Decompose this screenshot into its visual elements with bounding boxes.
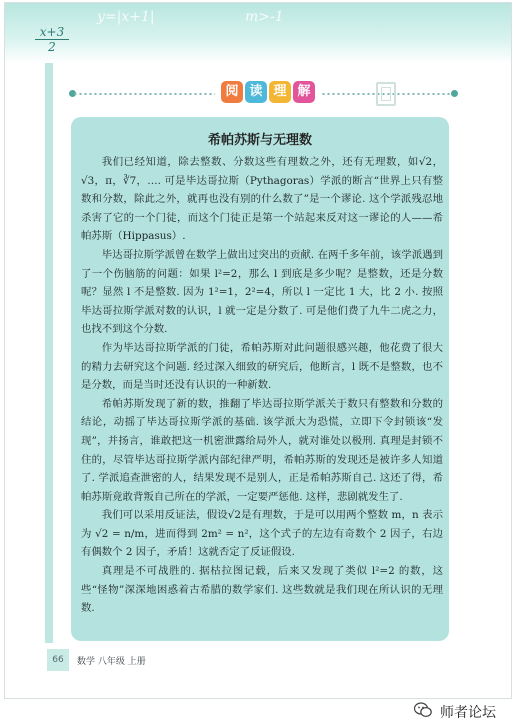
paragraph: 真理是不可战胜的. 据枯拉图记载，后来又发现了类似 l²=2 的数，这些“怪物”深深地困惑着古希腊的数学家们. 这些数就是我们现在所认识的无理数. xyxy=(81,565,443,615)
article-body xyxy=(81,153,443,618)
article-title: 希帕苏斯与无理数 xyxy=(207,133,312,148)
page-number: 66 xyxy=(47,649,69,671)
decor-formula-1: y=|x+1| xyxy=(97,9,155,25)
seal-frame-icon xyxy=(376,82,396,106)
fraction-denominator: 2 xyxy=(48,40,56,54)
dot-marker-right xyxy=(451,90,458,97)
top-decor-band xyxy=(5,3,511,63)
left-sidebar-strip xyxy=(45,63,53,643)
wechat-icon xyxy=(414,702,432,718)
section-tag-char: 阅 xyxy=(221,81,243,103)
paragraph: 作为毕达哥拉斯学派的门徒，希帕苏斯对此问题很感兴趣，他花费了很大的精力去研究这个问题. 经过深入细致的研究后，他断言，l 既不是整数，也不是分数，而是当时还没有认识的一种新数. xyxy=(81,341,443,392)
section-tag-char: 读 xyxy=(245,81,267,103)
fraction-decor xyxy=(35,25,69,54)
section-tag-char: 理 xyxy=(269,81,291,103)
section-tag xyxy=(221,79,317,107)
reading-card xyxy=(71,117,449,641)
watermark-text: 师者论坛 xyxy=(440,705,496,721)
section-tag-char: 解 xyxy=(293,81,315,103)
paragraph: 我们已经知道，除去整数、分数这些有理数之外，还有无理数，如√2，√3，π，∛7，…. 可是毕达哥拉斯（Pythagoras）学派的断言“世界上只有整数和分数，除此之外，就再也没有别的什么数了”是一个谬论. 这个学派残忍地杀害了它的一个门徒，而这个门徒正是第一个站起来反对这一谬论的人——希帕苏斯（Hippasus）. xyxy=(81,156,443,243)
decor-formula-2: m>-1 xyxy=(245,9,284,25)
book-info: 数学 八年级 上册 xyxy=(77,657,146,667)
paragraph: 我们可以采用反证法，假设√2是有理数，于是可以用两个整数 m，n 表示为 √2 = n/m，进而得到 2m² = n²，这个式子的左边有奇数个 2 因子，右边有偶数个 2 因子，矛盾！这就否定了反证假设. xyxy=(81,509,443,559)
paragraph: 希帕苏斯发现了新的数，推翻了毕达哥拉斯学派关于数只有整数和分数的结论，动摇了毕达哥拉斯学派的基础. 该学派大为恐慌，立即下令封锁该“发现”，并扬言，谁敢把这一机密泄露给局外人，就对谁处以极刑. 真理是封锁不住的，尽管毕达哥拉斯学派内部纪律严明，希帕苏斯的发现还是被许多人知道了. 学派追查泄密的人，结果发现不是别人，正是希帕苏斯自己. 这还了得，希帕苏斯竟敢背叛自己所在的学派，一定要严惩他. 这样，悲剧就发生了. xyxy=(81,397,443,503)
dotted-line-left xyxy=(73,93,215,95)
textbook-page xyxy=(4,2,512,699)
fraction-numerator: x+3 xyxy=(35,25,69,40)
section-header xyxy=(73,79,461,109)
paragraph: 毕达哥拉斯学派曾在数学上做出过突出的贡献. 在两千多年前，该学派遇到了一个伤脑筋的问题：如果 l²=2，那么 l 到底是多少呢？是整数，还是分数呢？显然 l 不是整数. 因为 1²=1，2²=4，所以 l 一定比 1 大，比 2 小. 按照毕达哥拉斯学派对数的认识，l 就一定是分数了. 可是他们费了九牛二虎之力，也找不到这个分数. xyxy=(81,248,443,336)
